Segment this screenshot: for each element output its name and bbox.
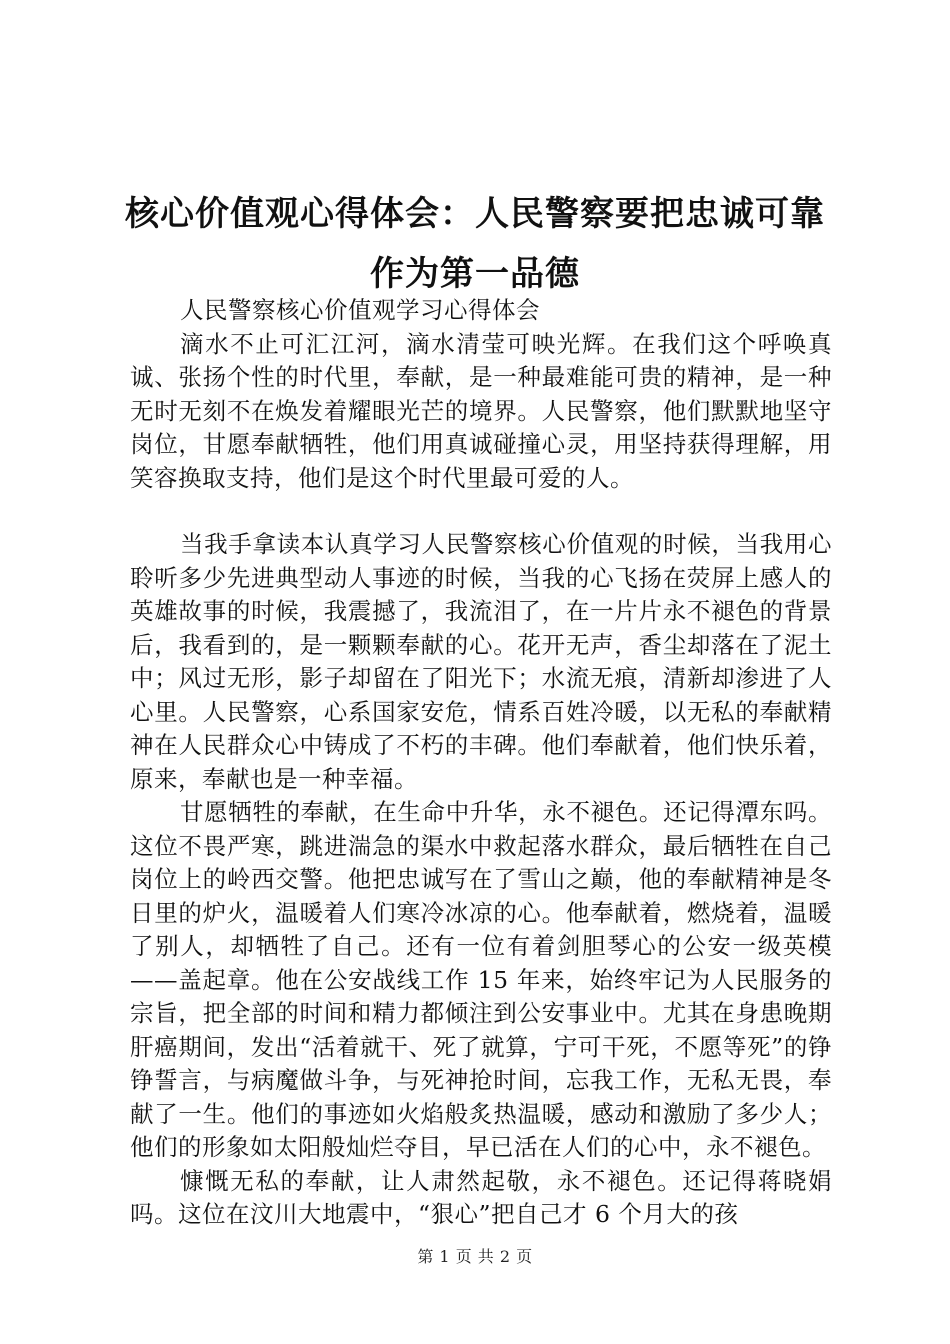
paragraph-2: 当我手拿读本认真学习人民警察核心价值观的时候，当我用心聆听多少先进典型动人事迹的时候，当我的心飞扬在荧屏上感人的英雄故事的时候，我震撼了，我流泪了，在一片片永不褪色的背景后，我看到的，是一颗颗奉献的心。花开无声，香尘却落在了泥土中；风过无形，影子却留在了阳光下；水流无痕，清新却渗进了人心里。人民警察，心系国家安危，情系百姓冷暖，以无私的奉献精神在人民群众心中铸成了不朽的丰碑。他们奉献着，他们快乐着，原来，奉献也是一种幸福。	[130, 530, 832, 793]
document-title-line-1: 核心价值观心得体会：人民警察要把忠诚可靠	[125, 194, 825, 234]
paragraph-4: 慷慨无私的奉献，让人肃然起敬，永不褪色。还记得蒋晓娟吗。这位在汶川大地震中，“狠心”把自己才 6 个月大的孩	[130, 1166, 832, 1228]
document-subtitle: 人民警察核心价值观学习心得体会	[180, 296, 540, 324]
page-footer: 第 1 页 共 2 页	[417, 1247, 533, 1266]
document-body	[130, 294, 832, 1232]
paragraph-1: 滴水不止可汇江河，滴水清莹可映光辉。在我们这个呼唤真诚、张扬个性的时代里，奉献，是一种最难能可贵的精神，是一种无时无刻不在焕发着耀眼光芒的境界。人民警察，他们默默地坚守岗位，甘愿奉献牺牲，他们用真诚碰撞心灵，用坚持获得理解，用笑容换取支持，他们是这个时代里最可爱的人。	[130, 329, 832, 492]
paragraph-3: 甘愿牺牲的奉献，在生命中升华，永不褪色。还记得潭东吗。这位不畏严寒，跳进湍急的渠水中救起落水群众，最后牺牲在自己岗位上的岭西交警。他把忠诚写在了雪山之巅，他的奉献精神是冬日里的炉火，温暖着人们寒冷冰凉的心。他奉献着，燃烧着，温暖了别人，却牺牲了自己。还有一位有着剑胆琴心的公安一级英模——盖起章。他在公安战线工作 15 年来，始终牢记为人民服务的宗旨，把全部的时间和精力都倾注到公安事业中。尤其在身患晚期肝癌期间，发出“活着就干、死了就算，宁可干死，不愿等死”的铮铮誓言，与病魔做斗争，与死神抢时间，忘我工作，无私无畏，奉献了一生。他们的事迹如火焰般炙热温暖，感动和激励了多少人；他们的形象如太阳般灿烂夺目，早已活在人们的心中，永不褪色。	[130, 798, 832, 1161]
document-title-line-2: 作为第一品德	[370, 254, 580, 294]
